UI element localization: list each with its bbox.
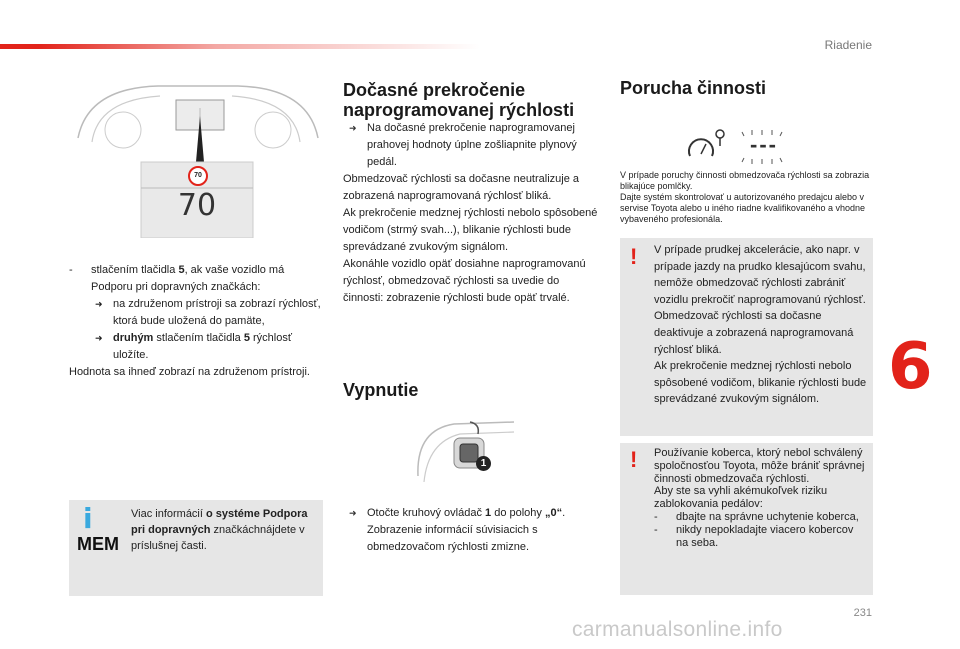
warning-icon: !	[630, 447, 638, 472]
info-icon: i	[83, 502, 93, 535]
chapter-number: 6	[888, 330, 933, 404]
dash-item: - nikdy nepokladajte viacero kobercov na seba.	[654, 523, 854, 549]
page-number: 231	[853, 607, 872, 619]
steering-wheel-drawing	[414, 418, 520, 488]
sub-bullet: ➜ druhým stlačením tlačidla 5 rýchlosť uložíte.	[69, 330, 323, 364]
result-paragraph: Hodnota sa ihneď zobrazí na združenom prístroji.	[69, 366, 310, 378]
warning-box-acceleration	[620, 238, 873, 436]
section-heading-temporary-exceed: Dočasné prekročenie naprogramovanej rýchlosti	[343, 80, 575, 120]
info-box	[69, 500, 323, 596]
info-text: Viac informácií o systéme Podpora pri dopravných značkáchnájdete v príslušnej časti.	[131, 508, 308, 552]
mem-label: MEM	[77, 534, 119, 554]
watermark: carmanualsonline.info	[572, 618, 783, 641]
fault-description: V prípade poruchy činnosti obmedzovača rýchlosti sa zobrazia blikajúce pomlčky. Dajte systém skontrolovať u autorizovaného predajcu alebo v servise Toyota alebo u iného riadne kvalifikovaného a vhodne vybaveného profesionála.	[620, 170, 870, 224]
section-heading-malfunction: Porucha činnosti	[620, 78, 767, 98]
header-accent-bar	[0, 44, 480, 49]
instruction-bullet: ➜ Otočte kruhový ovládač 1 do polohy „0“. Zobrazenie informácií súvisiacich s obmedzovačom rýchlosti zmizne.	[343, 505, 601, 556]
paragraph: Ak prekročenie medznej rýchlosti nebolo spôsobené vodičom (strmý svah...), blikanie rýchlosti bude sprevádzané zvukovým signálom.	[343, 207, 598, 253]
speed-limit-sign-value: 70	[194, 172, 202, 179]
warning-icon: !	[630, 244, 638, 269]
middle-text	[343, 120, 601, 307]
knob-callout: 1	[476, 456, 491, 471]
sub-bullet: ➜ na združenom prístroji sa zobrazí rýchlosť, ktorá bude uložená do pamäte,	[69, 296, 323, 330]
paragraph: Obmedzovač rýchlosti sa dočasne neutralizuje a zobrazená naprogramovaná rýchlosť bliká.	[343, 173, 580, 202]
section-heading-switch-off: Vypnutie	[343, 380, 419, 400]
instruction-bullet: ➜ Na dočasné prekročenie naprogramovanej prahovej hodnoty úplne zošliapnite plynový pedál.	[343, 120, 601, 171]
speed-limit-sign	[188, 166, 208, 186]
section-title: Riadenie	[824, 38, 872, 52]
cluster-speed-readout: 70	[177, 188, 217, 223]
cluster-illustration	[68, 78, 324, 238]
blinking-dashes: ---	[750, 132, 778, 157]
switch-off-text	[343, 505, 601, 556]
paragraph: Akonáhle vozidlo opäť dosiahne naprogramovanú rýchlosť, obmedzovač rýchlosti sa uvedie do činnosti: zobrazenie rýchlosti bude opäť trvalé.	[343, 258, 586, 304]
fault-illustration	[684, 126, 794, 166]
warning-box-floor-mat	[620, 443, 873, 595]
left-text	[69, 262, 323, 381]
dash-item: - dbajte na správne uchytenie koberca,	[654, 510, 859, 523]
dash-item: - stlačením tlačidla 5, ak vaše vozidlo má Podporu pri dopravných značkách:	[69, 264, 285, 293]
warning-text: V prípade prudkej akcelerácie, ako napr. v prípade jazdy na prudko klesajúcom svahu, nemôže obmedzovač rýchlosti zabrániť vozidlu prekročiť naprogramovanú rýchlosť. Obmedzovač rýchlosti sa dočasne deaktivuje a zobrazená naprogramovaná rýchlosť bliká. Ak prekročenie medznej rýchlosti nebolo spôsobené vodičom, blikanie rýchlosti bude sprevádzané zvukovým signálom.	[654, 244, 867, 406]
warning-text: Používanie koberca, ktorý nebol schválený spoločnosťou Toyota, môže brániť správnej činnosti obmedzovača rýchlosti. Aby ste sa vyhli akémukoľvek riziku zablokovania pedálov: - dbajte na správne uchytenie koberca, - nikdy nepokladajte viacero kobercov na seba.	[654, 447, 868, 549]
steering-control-illustration	[414, 418, 520, 488]
